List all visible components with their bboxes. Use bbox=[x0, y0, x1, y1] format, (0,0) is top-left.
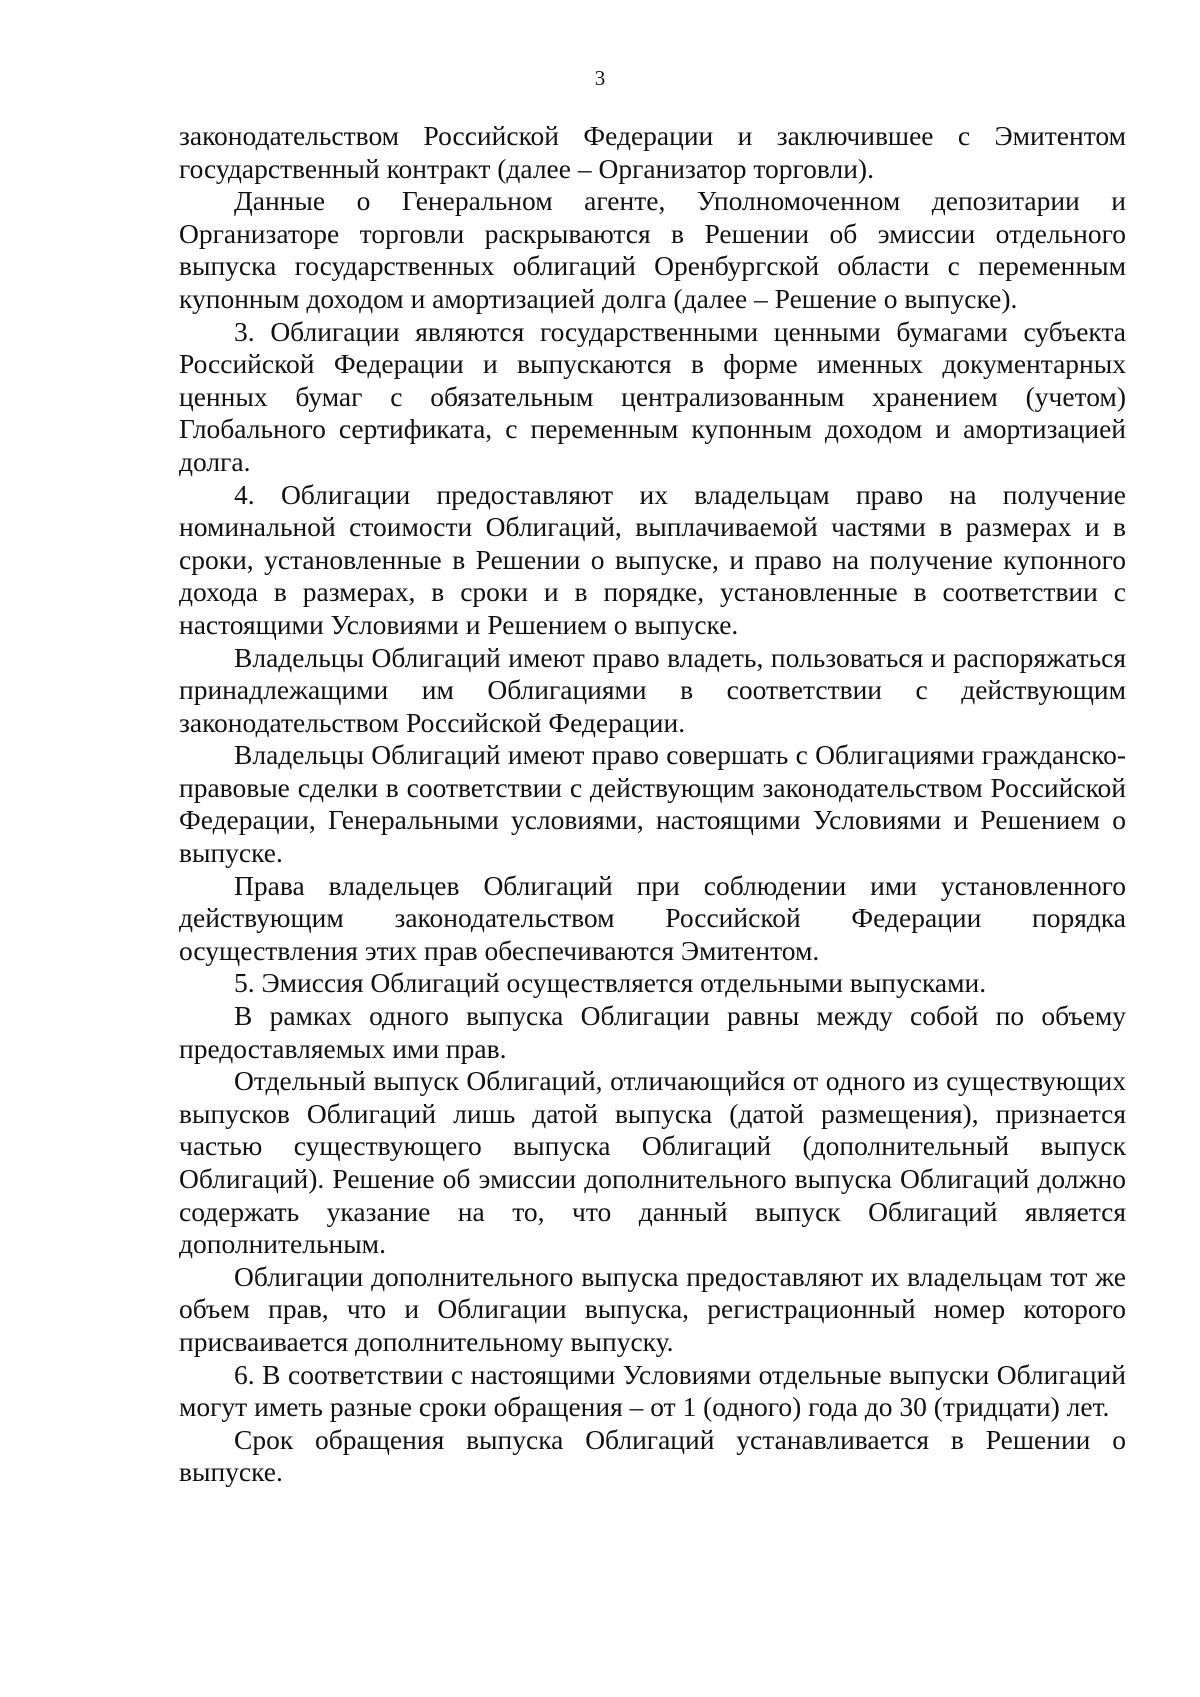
paragraph-owners-transactions: Владельцы Облигаций имеют право совершать с Облигациями гражданско-правовые сделки в соответствии с действующим законодательством Российской Федерации, Генеральными условиями, настоящими Условиями и Решением о выпуске. bbox=[179, 739, 1126, 869]
paragraph-additional-issue: Отдельный выпуск Облигаций, отличающийся от одного из существующих выпусков Облигаций лишь датой выпуска (датой размещения), признается частью существующего выпуска Облигаций (дополнительный выпуск Облигаций). Решение об эмиссии дополнительного выпуска Облигаций должно содержать указание на то, что данный выпуск Облигаций является дополнительным. bbox=[179, 1065, 1126, 1260]
paragraph-agents-info: Данные о Генеральном агенте, Уполномоченном депозитарии и Организаторе торговли раскрываются в Решении об эмиссии отдельного выпуска государственных облигаций Оренбургской области с переменным купонным доходом и амортизацией долга (далее – Решение о выпуске). bbox=[179, 185, 1126, 314]
paragraph-circulation-term: Срок обращения выпуска Облигаций устанавливается в Решении о выпуске. bbox=[179, 1423, 1126, 1488]
paragraph-section-4: 4. Облигации предоставляют их владельцам право на получение номинальной стоимости Облигаций, выплачиваемой частями в размерах и в сроки, установленные в Решении о выпуске, и право на получение купонного дохода в размерах, в сроки и в порядке, установленные в соответствии с настоящими Условиями и Решением о выпуске. bbox=[179, 478, 1126, 640]
paragraph-additional-issue-rights: Облигации дополнительного выпуска предоставляют их владельцам тот же объем прав, что и Облигации выпуска, регистрационный номер которого присваивается дополнительному выпуску. bbox=[179, 1260, 1126, 1357]
paragraph-section-6: 6. В соответствии с настоящими Условиями отдельные выпуски Облигаций могут иметь разные сроки обращения – от 1 (одного) года до 30 (тридцати) лет. bbox=[179, 1358, 1126, 1423]
paragraph-rights-guarantee: Права владельцев Облигаций при соблюдении ими установленного действующим законодательством Российской Федерации порядка осуществления этих прав обеспечиваются Эмитентом. bbox=[179, 869, 1126, 966]
paragraph-continuation: законодательством Российской Федерации и заключившее с Эмитентом государственный контракт (далее – Организатор торговли). bbox=[179, 120, 1126, 184]
document-body bbox=[179, 120, 1126, 1489]
paragraph-section-5: 5. Эмиссия Облигаций осуществляется отдельными выпусками. bbox=[234, 967, 987, 999]
paragraph-section-3: 3. Облигации являются государственными ценными бумагами субъекта Российской Федерации и выпускаются в форме именных документарных ценных бумаг с обязательным централизованным хранением (учетом) Глобального сертификата, с переменным купонным доходом и амортизацией долга. bbox=[179, 315, 1126, 477]
page-number: 3 bbox=[594, 66, 606, 90]
paragraph-owners-rights: Владельцы Облигаций имеют право владеть, пользоваться и распоряжаться принадлежащими им Облигациями в соответствии с действующим законодательством Российской Федерации. bbox=[179, 641, 1126, 738]
paragraph-equal-rights: В рамках одного выпуска Облигации равны между собой по объему предоставляемых ими прав. bbox=[179, 1000, 1126, 1064]
